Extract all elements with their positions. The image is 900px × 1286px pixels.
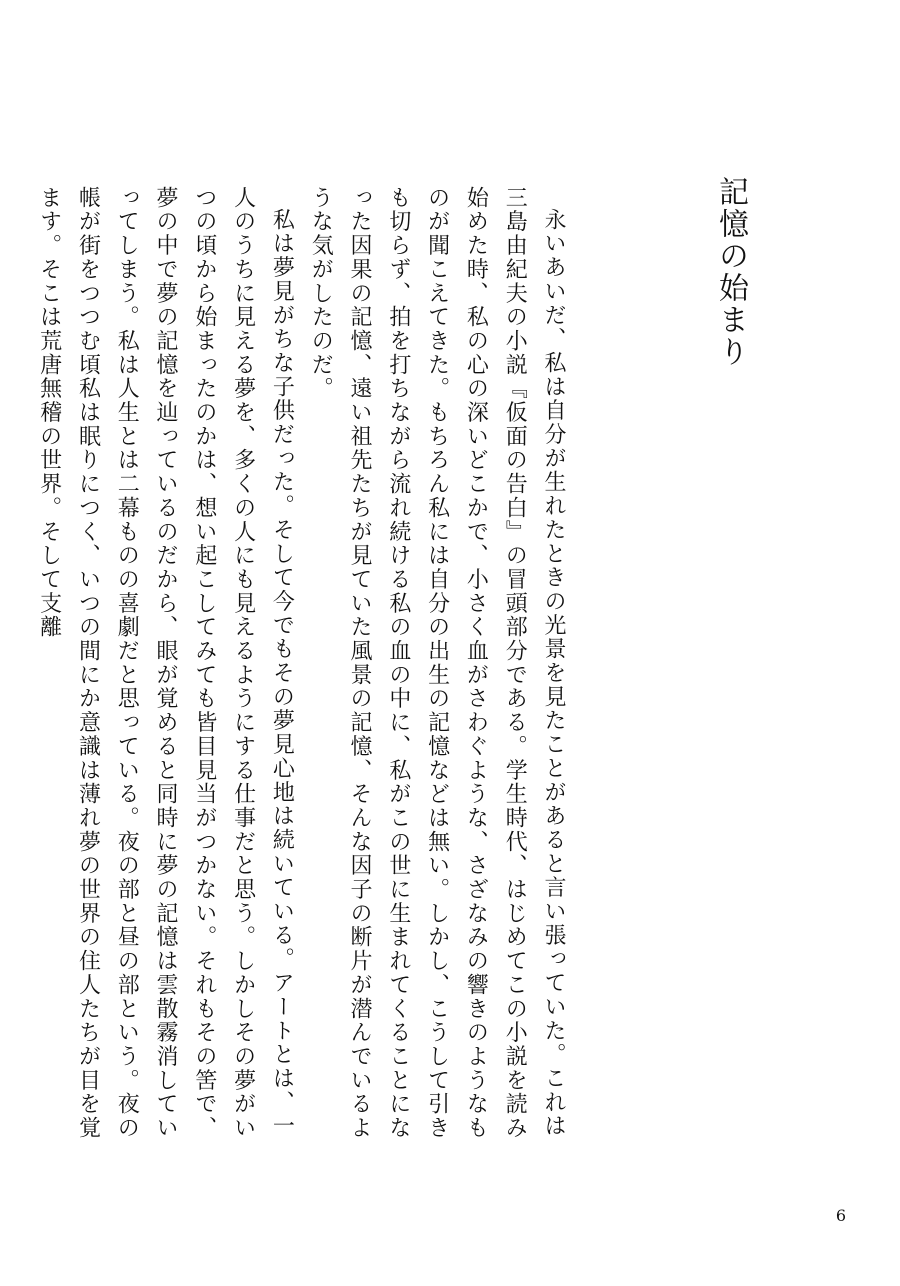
body-text: [36, 186, 572, 1146]
paragraph: 私は夢見がちな子供だった。そして今でもその夢見心地は続いている。アートとは、一人のうちに見える夢を、多くの人にも見えるようにする仕事だと思う。しかしその夢がいつの頃から始まったのかは、想い起こしてみても皆目見当がつかない。それもその筈で、夢の中で夢の記憶を辿っているのだから、眼が覚めると同時に夢の記憶は雲散霧消していってしまう。私は人生とは二幕ものの喜劇だと思っている。夜の部と昼の部という。夜の帳が街をつつむ頃私は眠りにつく、いつの間にか意識は薄れ夢の世界の住人たちが目を覚ます。そこは荒唐無稽の世界。そして支離: [36, 186, 295, 1140]
paragraph: 永いあいだ、私は自分が生れたときの光景を見たことがあると言い張っていた。これは三島由紀夫の小説『仮面の告白』の冒頭部分である。学生時代、はじめてこの小説を読み始めた時、私の心の深いどこかで、小さく血がさわぐような、さざなみの響きのようなものが聞こえてきた。もちろん私には自分の出生の記憶などは無い。しかし、こうして引きも切らず、拍を打ちながら流れ続ける私の血の中に、私がこの世に生まれてくることになった因果の記憶、遠い祖先たちが見ていた風景の記憶、そんな因子の断片が潜んでいるような気がしたのだ。: [308, 186, 566, 1140]
page-number: 6: [835, 1206, 847, 1225]
chapter-title: 記憶の始まり: [713, 176, 748, 368]
